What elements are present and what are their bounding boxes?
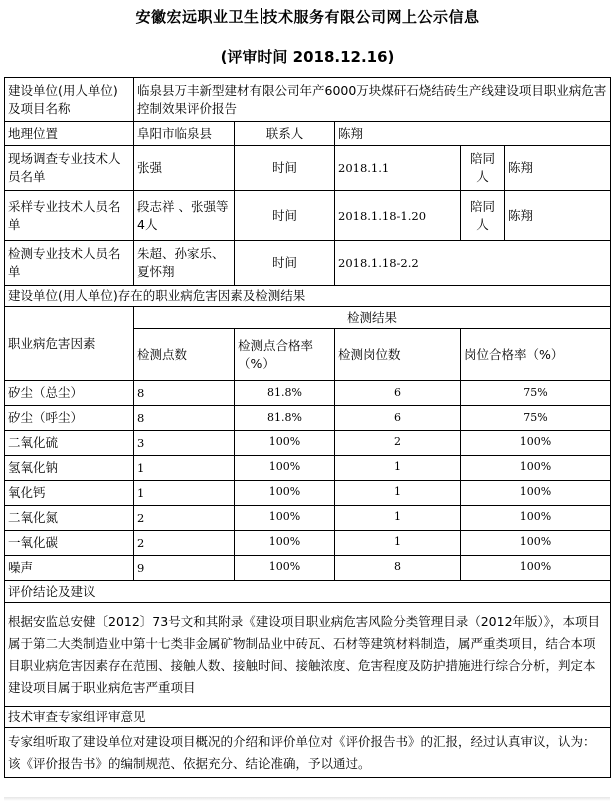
point-rate-value: 100% [235, 481, 335, 506]
sampling-escort-value: 陈翔 [505, 191, 611, 241]
contact-value: 陈翔 [335, 122, 611, 146]
testing-label: 检测专业技术人员名单 [5, 241, 134, 286]
sampling-time-label: 时间 [235, 191, 335, 241]
post-rate-value: 100% [461, 431, 611, 456]
contact-label: 联系人 [235, 122, 335, 146]
text-cursor [261, 8, 262, 24]
col-point-rate: 检测点合格率（%） [235, 329, 335, 381]
point-rate-value: 100% [235, 556, 335, 581]
unit-value: 临泉县万丰新型建材有限公司年产6000万块煤矸石烧结砖生产线建设项目职业病危害控制效果评价报告 [134, 78, 611, 122]
location-row [5, 122, 611, 146]
points-value: 1 [134, 456, 235, 481]
conclusion-title: 评价结论及建议 [5, 581, 611, 603]
site-survey-value: 张强 [134, 146, 235, 191]
factor-name: 一氧化碳 [5, 531, 134, 556]
site-time-value: 2018.1.1 [335, 146, 461, 191]
factor-header: 职业病危害因素 [5, 307, 134, 381]
review-title: 技术审查专家组评审意见 [5, 707, 611, 728]
review-title-row [5, 707, 611, 728]
review-text-row [5, 728, 611, 778]
factor-name: 氢氧化钠 [5, 456, 134, 481]
posts-value: 1 [335, 506, 461, 531]
sampling-row [5, 191, 611, 241]
review-date: (评审时间 2018.12.16) [220, 48, 395, 66]
table-row [5, 556, 611, 581]
point-rate-value: 100% [235, 456, 335, 481]
site-escort-value: 陈翔 [505, 146, 611, 191]
points-value: 2 [134, 506, 235, 531]
disclosure-table [4, 77, 611, 778]
points-value: 9 [134, 556, 235, 581]
table-row [5, 506, 611, 531]
col-posts: 检测岗位数 [335, 329, 461, 381]
post-rate-value: 100% [461, 531, 611, 556]
factor-name: 二氧化硫 [5, 431, 134, 456]
testing-row [5, 241, 611, 286]
site-time-label: 时间 [235, 146, 335, 191]
points-value: 1 [134, 481, 235, 506]
col-points: 检测点数 [134, 329, 235, 381]
posts-value: 2 [335, 431, 461, 456]
post-rate-value: 100% [461, 556, 611, 581]
factor-name: 二氧化氮 [5, 506, 134, 531]
point-rate-value: 100% [235, 531, 335, 556]
table-row [5, 406, 611, 431]
review-text: 专家组听取了建设单位对建设项目概况的介绍和评价单位对《评价报告书》的汇报，经过认真审议，认为：该《评价报告书》的编制规范、依据充分、结论准确，予以通过。 [5, 728, 611, 778]
posts-value: 6 [335, 406, 461, 431]
posts-value: 6 [335, 381, 461, 406]
point-rate-value: 100% [235, 431, 335, 456]
hazard-section-row [5, 286, 611, 307]
post-rate-value: 100% [461, 481, 611, 506]
col-post-rate: 岗位合格率（%） [461, 329, 611, 381]
hazard-header-row [5, 307, 611, 329]
points-value: 8 [134, 406, 235, 431]
title-part-2: 技术服务有限公司网上公示信息 [262, 8, 480, 26]
page-title [0, 6, 615, 27]
factor-name: 矽尘（总尘） [5, 381, 134, 406]
factor-name: 矽尘（呼尘） [5, 406, 134, 431]
location-value: 阜阳市临泉县 [134, 122, 235, 146]
posts-value: 1 [335, 481, 461, 506]
points-value: 2 [134, 531, 235, 556]
posts-value: 1 [335, 456, 461, 481]
site-survey-label: 现场调查专业技术人员名单 [5, 146, 134, 191]
location-label: 地理位置 [5, 122, 134, 146]
results-header: 检测结果 [134, 307, 611, 329]
bottom-shadow [4, 797, 610, 801]
unit-row [5, 78, 611, 122]
post-rate-value: 100% [461, 506, 611, 531]
sampling-value: 段志祥 、张强等4人 [134, 191, 235, 241]
points-value: 3 [134, 431, 235, 456]
table-row [5, 531, 611, 556]
sampling-label: 采样专业技术人员名单 [5, 191, 134, 241]
point-rate-value: 81.8% [235, 406, 335, 431]
testing-value: 朱超、孙家乐、夏怀翔 [134, 241, 235, 286]
sampling-escort-label: 陪同人 [461, 191, 505, 241]
title-part-1: 安徽宏远职业卫生 [135, 8, 260, 26]
posts-value: 8 [335, 556, 461, 581]
post-rate-value: 100% [461, 456, 611, 481]
table-row [5, 431, 611, 456]
conclusion-text: 根据安监总安健〔2012〕73号文和其附录《建设项目职业病危害风险分类管理目录（2012年版）》，本项目属于第二大类制造业中第十七类非金属矿物制品业中砖瓦、石材等建筑材料制造，属严重类项目，结合本项目职业病危害因素存在范围、接触人数、接触时间、接触浓度、危害程度及防护措施进行综合分析，判定本建设项目属于职业病危害严重项目 [5, 603, 611, 707]
table-row [5, 481, 611, 506]
testing-time-value: 2018.1.18-2.2 [335, 241, 611, 286]
table-row [5, 456, 611, 481]
post-rate-value: 75% [461, 381, 611, 406]
posts-value: 1 [335, 531, 461, 556]
conclusion-title-row [5, 581, 611, 603]
point-rate-value: 81.8% [235, 381, 335, 406]
conclusion-text-row [5, 603, 611, 707]
testing-time-label: 时间 [235, 241, 335, 286]
post-rate-value: 75% [461, 406, 611, 431]
table-row [5, 381, 611, 406]
sampling-time-value: 2018.1.18-1.20 [335, 191, 461, 241]
factor-name: 噪声 [5, 556, 134, 581]
unit-label: 建设单位(用人单位)及项目名称 [5, 78, 134, 122]
site-survey-row [5, 146, 611, 191]
points-value: 8 [134, 381, 235, 406]
factor-name: 氧化钙 [5, 481, 134, 506]
point-rate-value: 100% [235, 506, 335, 531]
hazard-section-title: 建设单位(用人单位)存在的职业病危害因素及检测结果 [5, 286, 611, 307]
site-escort-label: 陪同人 [461, 146, 505, 191]
